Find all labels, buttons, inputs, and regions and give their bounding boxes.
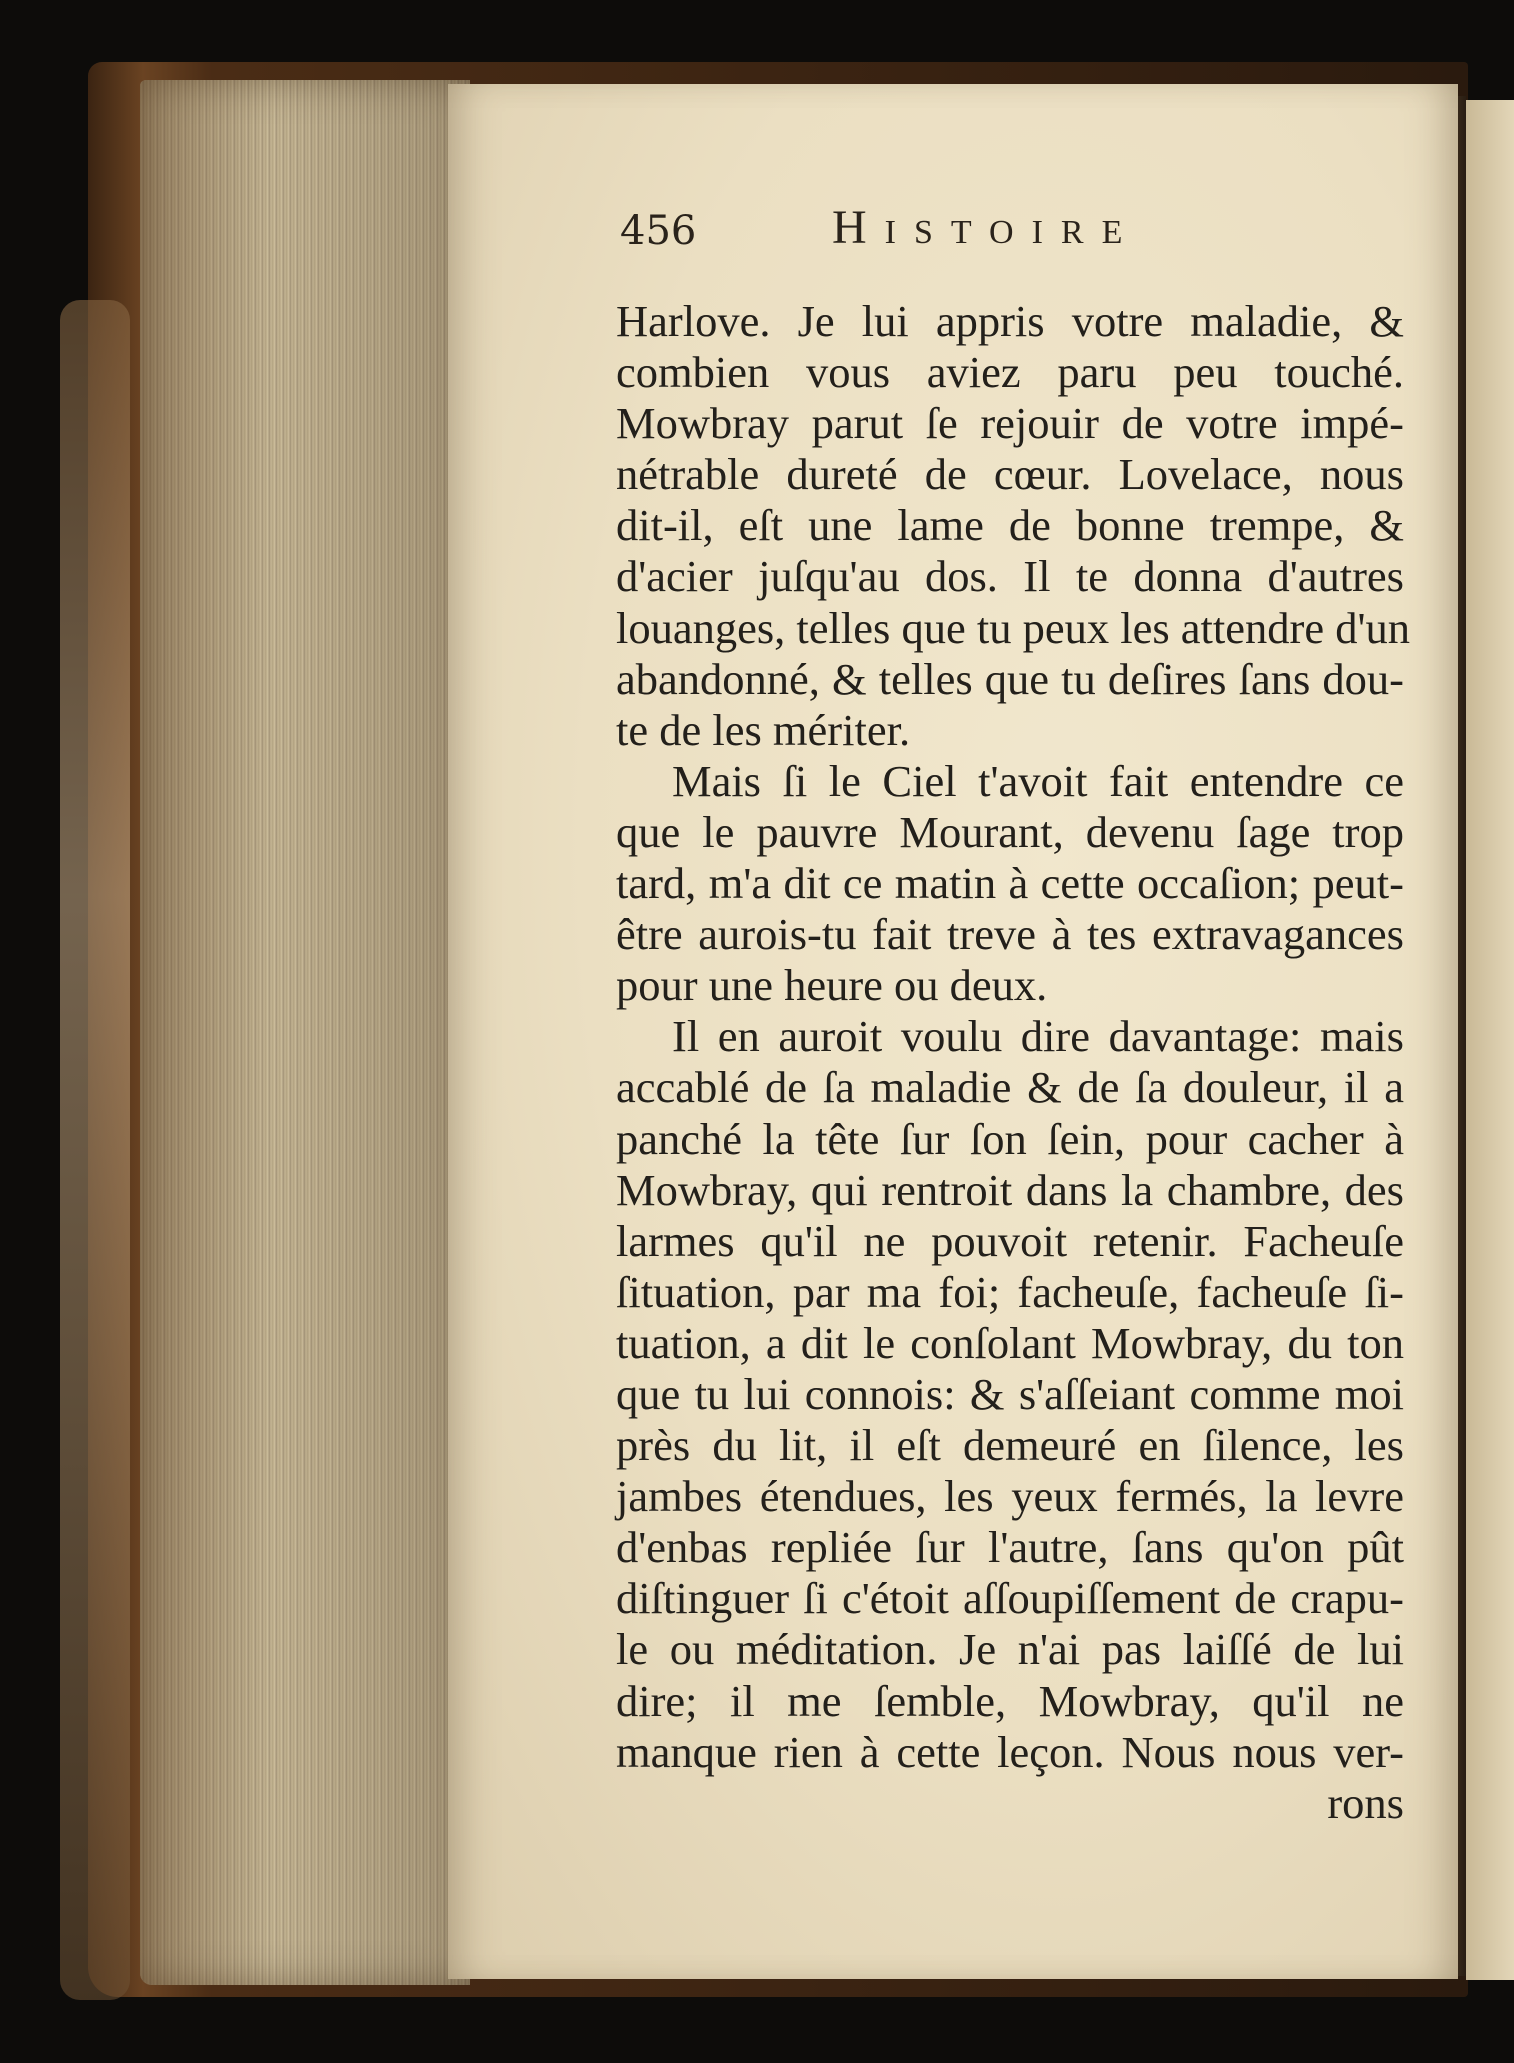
text-line: diſtinguer ſi c'étoit aſſoupiſſement de crapu- — [616, 1573, 1404, 1624]
text-line: manque rien à cette leçon. Nous nous ver- — [616, 1726, 1404, 1777]
text-line: Mowbray, qui rentroit dans la chambre, des — [616, 1164, 1404, 1215]
text-line: accablé de ſa maladie & de ſa douleur, il a — [616, 1062, 1404, 1113]
text-line: ſituation, par ma foi; facheuſe, facheuſe ſi- — [616, 1266, 1404, 1317]
text-line: le ou méditation. Je n'ai pas laiſſé de lui — [616, 1624, 1404, 1675]
text-line: Mais ſi le Ciel t'avoit fait entendre ce — [672, 755, 1404, 806]
leather-spine — [60, 300, 130, 2000]
running-title: Histoire — [832, 201, 1141, 254]
text-line: que tu lui connois: & s'aſſeiant comme moi — [616, 1368, 1404, 1419]
text-line: dire; il me ſemble, Mowbray, qu'il ne — [616, 1675, 1404, 1726]
text-line: abandonné, & telles que tu deſires ſans dou- — [616, 653, 1404, 704]
text-line: être aurois-tu fait treve à tes extravagances — [616, 909, 1404, 960]
catchword: rons — [1327, 1777, 1404, 1828]
body-text — [616, 296, 1410, 1829]
text-line: combien vous aviez paru peu touché. — [616, 347, 1404, 398]
text-line: Mowbray parut ſe rejouir de votre impé- — [616, 398, 1404, 449]
facing-page-edge — [1466, 100, 1514, 1980]
text-line: Harlove. Je lui appris votre maladie, & — [616, 296, 1404, 346]
text-line: tuation, a dit le conſolant Mowbray, du ton — [616, 1317, 1404, 1368]
text-line: d'enbas repliée ſur l'autre, ſans qu'on pût — [616, 1522, 1404, 1573]
text-line: dit-il, eſt une lame de bonne trempe, & — [616, 500, 1404, 551]
text-line: près du lit, il eſt demeuré en ſilence, les — [616, 1420, 1404, 1471]
text-line: panché la tête ſur ſon ſein, pour cacher à — [616, 1113, 1404, 1164]
text-line: d'acier juſqu'au dos. Il te donna d'autres — [616, 551, 1404, 602]
text-line: te de les mériter. — [616, 704, 911, 755]
running-head — [620, 200, 1380, 260]
text-line: louanges, telles que tu peux les attendre d'un — [616, 602, 1410, 653]
text-line: jambes étendues, les yeux fermés, la levre — [616, 1471, 1404, 1522]
page-block-shadow — [140, 80, 470, 1985]
text-line: pour une heure ou deux. — [616, 960, 1048, 1011]
text-line: larmes qu'il ne pouvoit retenir. Facheuſe — [616, 1215, 1404, 1266]
text-line: nétrable dureté de cœur. Lovelace, nous — [616, 449, 1404, 500]
page-number: 456 — [620, 208, 697, 254]
text-line: que le pauvre Mourant, devenu ſage trop — [616, 806, 1404, 857]
text-line: tard, m'a dit ce matin à cette occaſion; peut- — [616, 858, 1404, 909]
text-line: Il en auroit voulu dire davantage: mais — [672, 1011, 1404, 1062]
